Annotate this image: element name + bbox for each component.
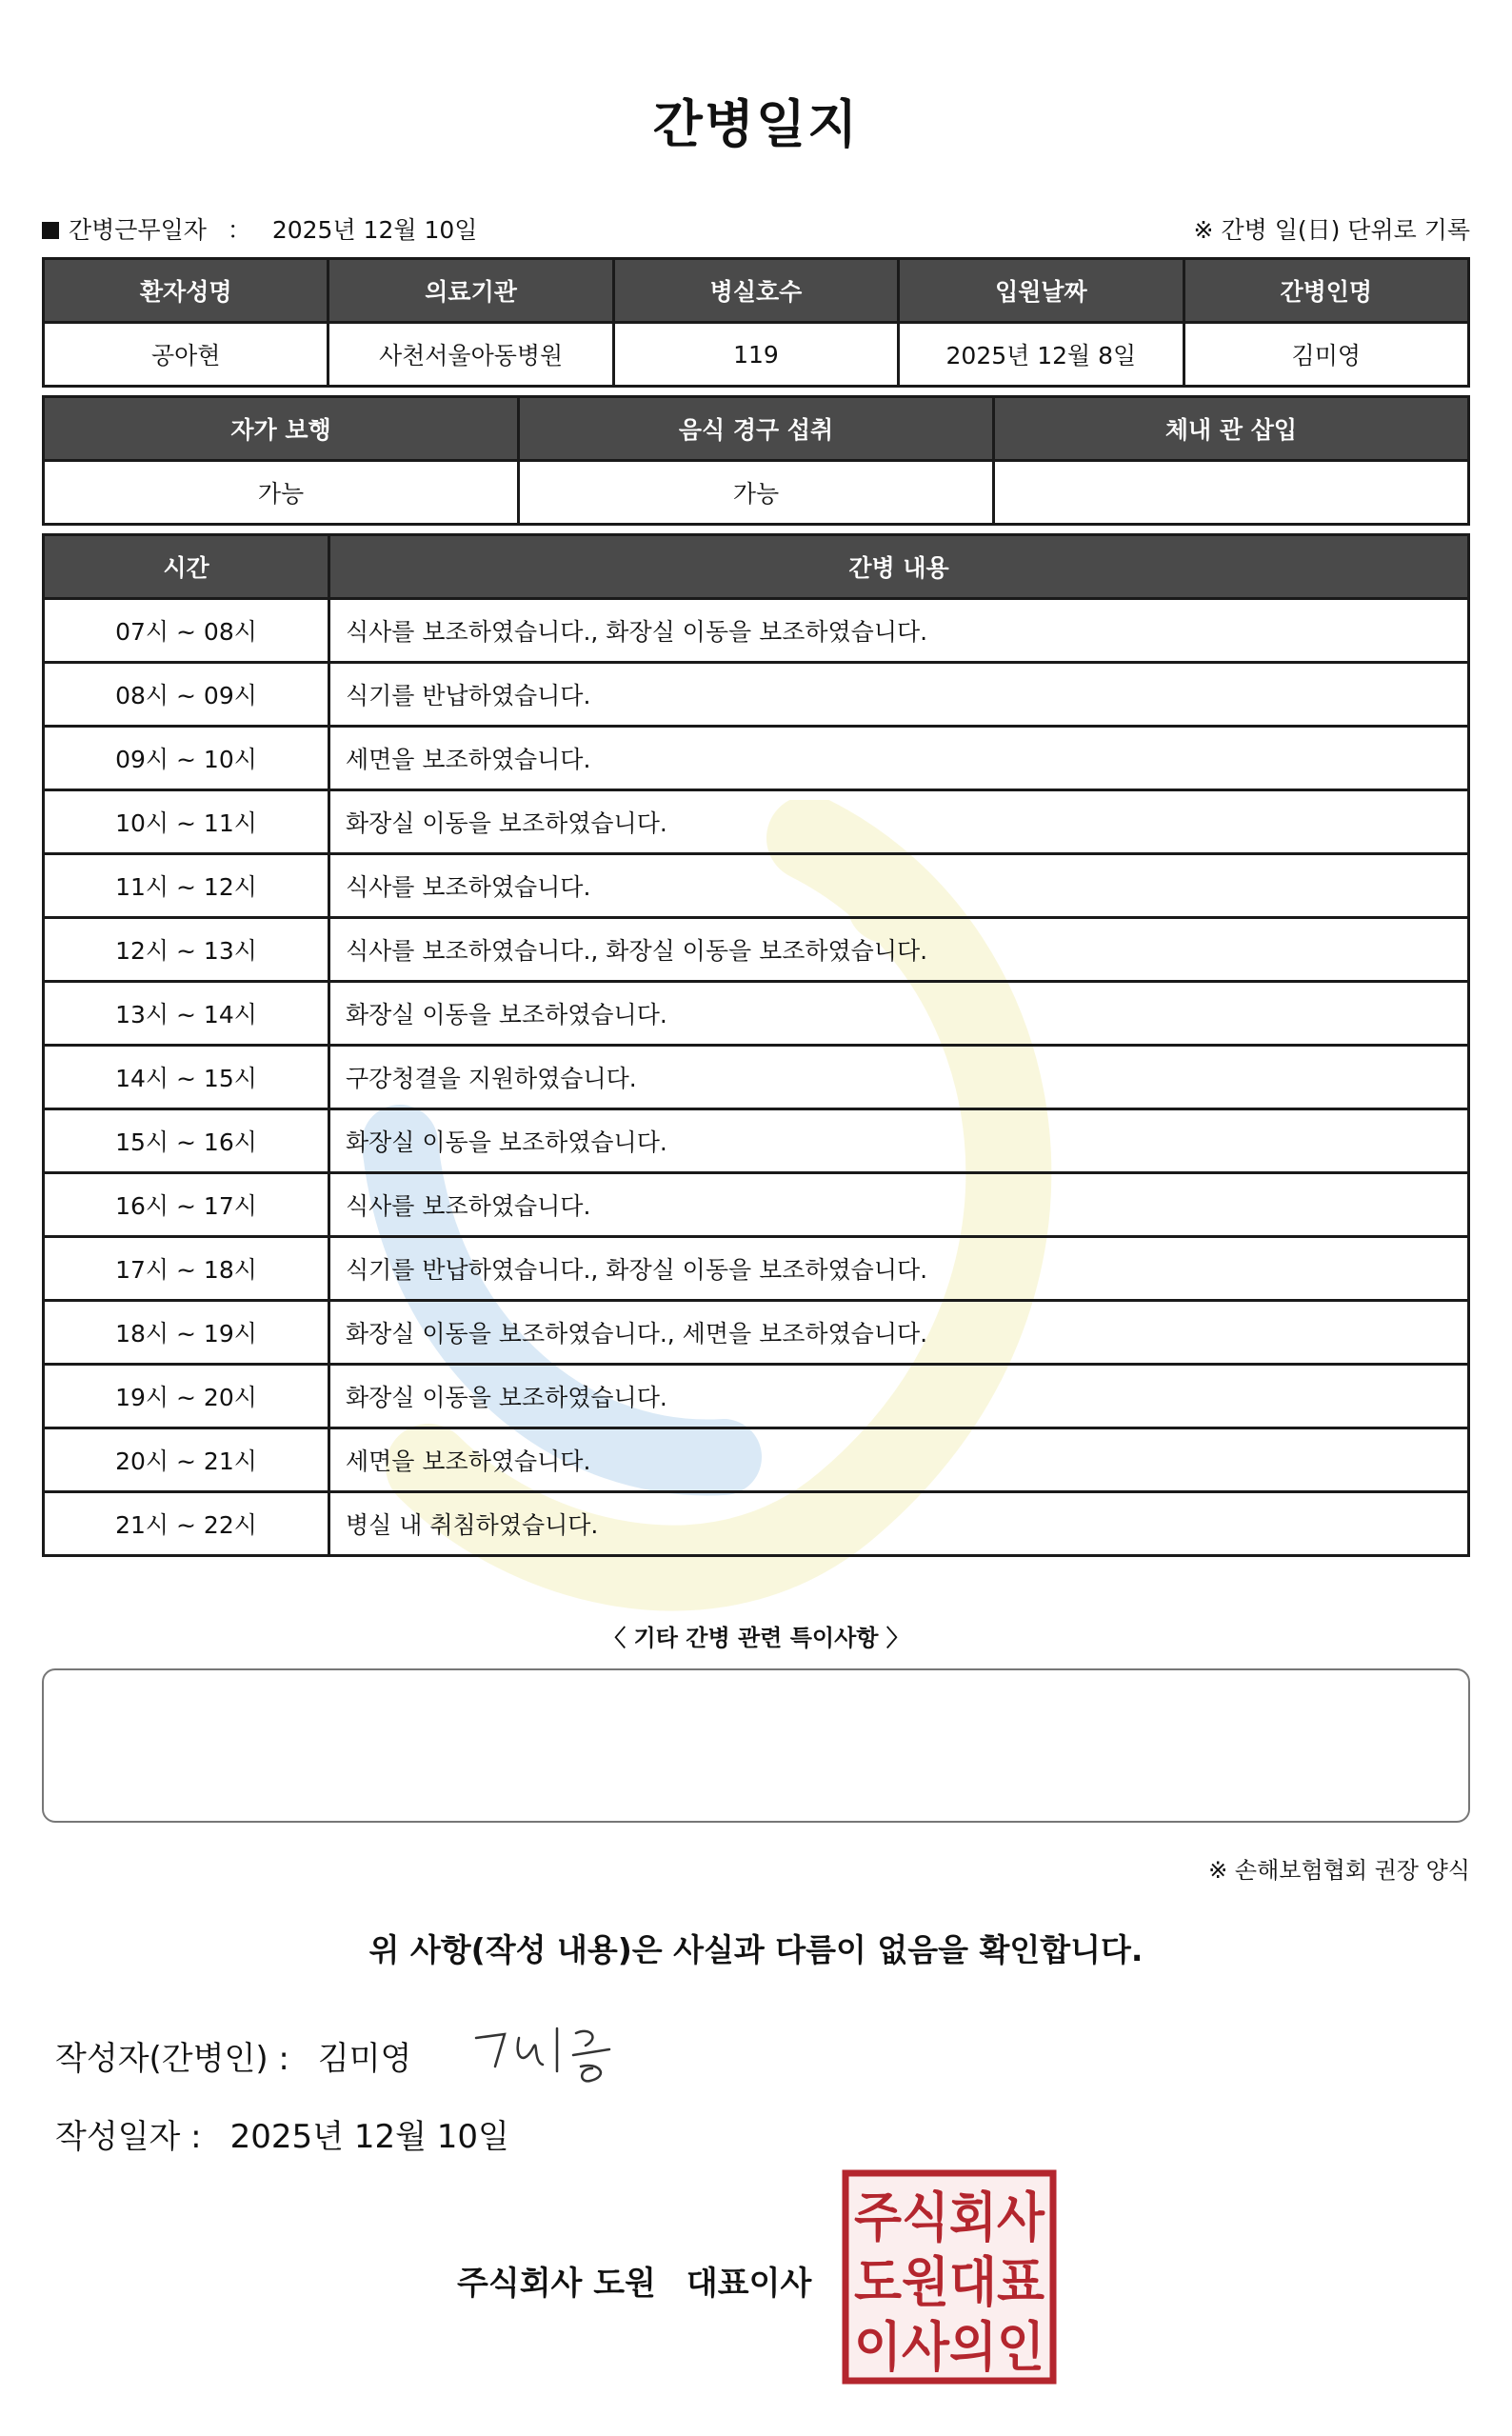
- table-row: [44, 1173, 1469, 1237]
- log-time: 07시 ~ 08시: [44, 599, 329, 663]
- log-content: 식기를 반납하였습니다., 화장실 이동을 보조하였습니다.: [329, 1237, 1469, 1301]
- header-room-number: 병실호수: [613, 259, 898, 323]
- log-time: 13시 ~ 14시: [44, 982, 329, 1046]
- log-time: 20시 ~ 21시: [44, 1428, 329, 1492]
- square-bullet-icon: [42, 222, 59, 239]
- confirm-statement: 위 사항(작성 내용)은 사실과 다름이 없음을 확인합니다.: [368, 1931, 1144, 1968]
- care-log-table: [42, 533, 1470, 1557]
- company-line: [457, 2257, 811, 2304]
- room-number: 119: [613, 323, 898, 387]
- log-content: 화장실 이동을 보조하였습니다.: [329, 982, 1469, 1046]
- work-date-value: 2025년 12월 10일: [271, 216, 478, 244]
- header-oral-intake: 음식 경구 섭취: [519, 397, 994, 461]
- svg-text:이사의인: 이사의인: [854, 2317, 1044, 2379]
- caregiver-name: 김미영: [1184, 323, 1468, 387]
- table-row: [44, 663, 1469, 727]
- log-time: 14시 ~ 15시: [44, 1046, 329, 1109]
- handwritten-signature: [467, 2009, 628, 2095]
- work-date-separator: ：: [227, 216, 251, 244]
- date-value: 2025년 12월 10일: [229, 2118, 509, 2156]
- notes-title: 〈 기타 간병 관련 특이사항 〉: [603, 1625, 909, 1651]
- header-tube-insertion: 체내 관 삽입: [994, 397, 1469, 461]
- work-date-label: 간병근무일자: [69, 216, 207, 244]
- log-time: 21시 ~ 22시: [44, 1492, 329, 1556]
- log-time: 15시 ~ 16시: [44, 1109, 329, 1173]
- table-row: [44, 1301, 1469, 1365]
- hospital-name: 사천서울아동병원: [328, 323, 613, 387]
- table-row: [44, 1046, 1469, 1109]
- table-row: [44, 727, 1469, 790]
- log-content: 식사를 보조하였습니다., 화장실 이동을 보조하였습니다.: [329, 918, 1469, 982]
- writer-name: 김미영: [317, 2040, 412, 2078]
- log-time: 12시 ~ 13시: [44, 918, 329, 982]
- care-log-header-row: [44, 535, 1469, 599]
- header-caregiver-name: 간병인명: [1184, 259, 1468, 323]
- writer-label: 작성자(간병인) :: [55, 2040, 289, 2078]
- header-hospital: 의료기관: [328, 259, 613, 323]
- company-representative: 대표이사: [686, 2265, 812, 2303]
- log-content: 식사를 보조하였습니다., 화장실 이동을 보조하였습니다.: [329, 599, 1469, 663]
- unit-note: ※ 간병 일(日) 단위로 기록: [1193, 216, 1470, 244]
- log-content: 세면을 보조하였습니다.: [329, 1428, 1469, 1492]
- table-row: [44, 918, 1469, 982]
- self-walking-value: 가능: [44, 461, 519, 525]
- work-date-line: [42, 211, 477, 246]
- header-care-content: 간병 내용: [329, 535, 1469, 599]
- patient-status-value-row: [44, 461, 1469, 525]
- table-row: [44, 1428, 1469, 1492]
- oral-intake-value: 가능: [519, 461, 994, 525]
- patient-status-header-row: [44, 397, 1469, 461]
- table-row: [44, 1109, 1469, 1173]
- svg-text:도원대표: 도원대표: [854, 2252, 1044, 2314]
- log-content: 병실 내 취침하였습니다.: [329, 1492, 1469, 1556]
- company-name: 주식회사 도원: [457, 2265, 656, 2303]
- table-row: [44, 1237, 1469, 1301]
- header-self-walking: 자가 보행: [44, 397, 519, 461]
- log-time: 09시 ~ 10시: [44, 727, 329, 790]
- log-time: 19시 ~ 20시: [44, 1365, 329, 1428]
- log-content: 식기를 반납하였습니다.: [329, 663, 1469, 727]
- log-content: 화장실 이동을 보조하였습니다.: [329, 1109, 1469, 1173]
- table-row: [44, 1492, 1469, 1556]
- table-row: [44, 982, 1469, 1046]
- company-seal-stamp: [842, 2169, 1057, 2385]
- log-content: 화장실 이동을 보조하였습니다.: [329, 790, 1469, 854]
- log-time: 11시 ~ 12시: [44, 854, 329, 918]
- table-row: [44, 599, 1469, 663]
- page-title: 간병일지: [652, 94, 860, 154]
- patient-info-header-row: [44, 259, 1469, 323]
- writer-line: [55, 2032, 411, 2079]
- admission-date: 2025년 12월 8일: [899, 323, 1184, 387]
- header-time: 시간: [44, 535, 329, 599]
- log-content: 화장실 이동을 보조하였습니다.: [329, 1365, 1469, 1428]
- header-patient-name: 환자성명: [44, 259, 328, 323]
- date-line: [55, 2110, 509, 2157]
- log-time: 17시 ~ 18시: [44, 1237, 329, 1301]
- log-time: 08시 ~ 09시: [44, 663, 329, 727]
- log-content: 식사를 보조하였습니다.: [329, 854, 1469, 918]
- log-time: 18시 ~ 19시: [44, 1301, 329, 1365]
- table-row: [44, 790, 1469, 854]
- log-content: 화장실 이동을 보조하였습니다., 세면을 보조하였습니다.: [329, 1301, 1469, 1365]
- notes-box: [42, 1668, 1470, 1823]
- patient-status-table: [42, 395, 1470, 526]
- patient-info-value-row: [44, 323, 1469, 387]
- svg-text:주식회사: 주식회사: [854, 2187, 1045, 2249]
- log-content: 식사를 보조하였습니다.: [329, 1173, 1469, 1237]
- table-row: [44, 1365, 1469, 1428]
- log-time: 16시 ~ 17시: [44, 1173, 329, 1237]
- table-row: [44, 854, 1469, 918]
- patient-info-table: [42, 257, 1470, 388]
- log-time: 10시 ~ 11시: [44, 790, 329, 854]
- log-content: 세면을 보조하였습니다.: [329, 727, 1469, 790]
- header-admission-date: 입원날짜: [899, 259, 1184, 323]
- recommend-note: ※ 손해보험협회 권장 양식: [1208, 1857, 1470, 1884]
- log-content: 구강청결을 지원하였습니다.: [329, 1046, 1469, 1109]
- patient-name: 공아현: [44, 323, 328, 387]
- date-label: 작성일자 :: [55, 2118, 202, 2156]
- tube-insertion-value: [994, 461, 1469, 525]
